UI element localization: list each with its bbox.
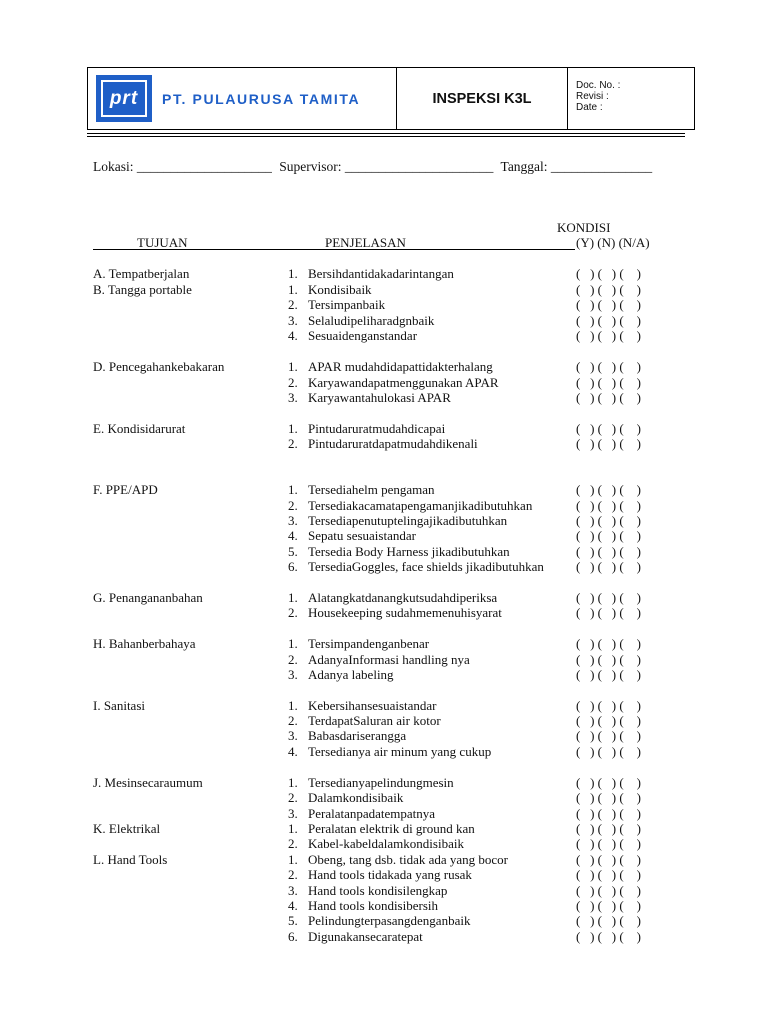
condition-checkboxes[interactable]: ( ) ( ) ( ) — [576, 482, 641, 497]
condition-checkboxes[interactable]: ( ) ( ) ( ) — [576, 698, 641, 713]
checklist-row — [0, 713, 768, 728]
item-number: 1. — [288, 636, 298, 651]
condition-checkboxes[interactable]: ( ) ( ) ( ) — [576, 605, 641, 620]
condition-checkboxes[interactable]: ( ) ( ) ( ) — [576, 436, 641, 451]
item-number: 2. — [288, 297, 298, 312]
item-number: 3. — [288, 313, 298, 328]
checklist-row — [0, 883, 768, 898]
condition-checkboxes[interactable]: ( ) ( ) ( ) — [576, 790, 641, 805]
header-divider-bottom — [87, 136, 685, 137]
item-number: 2. — [288, 867, 298, 882]
item-number: 1. — [288, 821, 298, 836]
item-text: Dalamkondisibaik — [308, 790, 404, 805]
item-number: 1. — [288, 282, 298, 297]
logo-text: prt — [101, 80, 147, 117]
condition-checkboxes[interactable]: ( ) ( ) ( ) — [576, 328, 641, 343]
tujuan-heading: TUJUAN — [137, 235, 188, 250]
item-number: 5. — [288, 544, 298, 559]
condition-checkboxes[interactable]: ( ) ( ) ( ) — [576, 898, 641, 913]
section-label: B. Tangga portable — [93, 282, 192, 297]
item-text: Alatangkatdanangkutsudahdiperiksa — [308, 590, 498, 605]
checklist-row — [0, 421, 768, 436]
checklist-row — [0, 605, 768, 620]
item-text: APAR mudahdidapattidakterhalang — [308, 359, 493, 374]
item-text: Kondisibaik — [308, 282, 372, 297]
doc-no-label: Doc. No. : — [576, 80, 621, 91]
checklist-row — [0, 929, 768, 944]
item-text: Hand tools kondisibersih — [308, 898, 438, 913]
section-label: J. Mesinsecaraumum — [93, 775, 203, 790]
condition-checkboxes[interactable]: ( ) ( ) ( ) — [576, 544, 641, 559]
condition-checkboxes[interactable]: ( ) ( ) ( ) — [576, 713, 641, 728]
item-text: AdanyaInformasi handling nya — [308, 652, 470, 667]
condition-checkboxes[interactable]: ( ) ( ) ( ) — [576, 559, 641, 574]
item-number: 3. — [288, 728, 298, 743]
condition-checkboxes[interactable]: ( ) ( ) ( ) — [576, 806, 641, 821]
checklist-row — [0, 652, 768, 667]
checklist-row — [0, 775, 768, 790]
condition-checkboxes[interactable]: ( ) ( ) ( ) — [576, 775, 641, 790]
item-number: 2. — [288, 498, 298, 513]
item-number: 3. — [288, 806, 298, 821]
checklist-row — [0, 559, 768, 574]
checklist-row — [0, 590, 768, 605]
condition-checkboxes[interactable]: ( ) ( ) ( ) — [576, 867, 641, 882]
item-number: 1. — [288, 852, 298, 867]
condition-checkboxes[interactable]: ( ) ( ) ( ) — [576, 636, 641, 651]
item-number: 4. — [288, 328, 298, 343]
item-number: 1. — [288, 482, 298, 497]
condition-checkboxes[interactable]: ( ) ( ) ( ) — [576, 359, 641, 374]
item-text: Tersedianyapelindungmesin — [308, 775, 454, 790]
item-text: Karyawantahulokasi APAR — [308, 390, 451, 405]
condition-checkboxes[interactable]: ( ) ( ) ( ) — [576, 266, 641, 281]
item-number: 6. — [288, 929, 298, 944]
item-text: TerdapatSaluran air kotor — [308, 713, 441, 728]
item-text: Sepatu sesuaistandar — [308, 528, 416, 543]
checklist-row — [0, 513, 768, 528]
checklist-row — [0, 390, 768, 405]
penjelasan-heading: PENJELASAN — [325, 235, 406, 250]
item-text: Karyawandapatmenggunakan APAR — [308, 375, 499, 390]
item-text: Pelindungterpasangdenganbaik — [308, 913, 471, 928]
condition-checkboxes[interactable]: ( ) ( ) ( ) — [576, 513, 641, 528]
checklist-row — [0, 744, 768, 759]
condition-checkboxes[interactable]: ( ) ( ) ( ) — [576, 498, 641, 513]
date-label: Date : — [576, 102, 603, 113]
item-number: 5. — [288, 913, 298, 928]
form-title: INSPEKSI K3L — [397, 68, 568, 129]
item-number: 4. — [288, 528, 298, 543]
tanggal-field[interactable]: Tanggal: _______________ — [500, 159, 653, 174]
options-heading: (Y) (N) (N/A) — [576, 235, 650, 250]
item-number: 1. — [288, 698, 298, 713]
condition-checkboxes[interactable]: ( ) ( ) ( ) — [576, 282, 641, 297]
section-label: D. Pencegahankebakaran — [93, 359, 225, 374]
section-label: L. Hand Tools — [93, 852, 168, 867]
checklist-row — [0, 913, 768, 928]
checklist-row — [0, 328, 768, 343]
condition-checkboxes[interactable]: ( ) ( ) ( ) — [576, 728, 641, 743]
item-number: 3. — [288, 667, 298, 682]
section-label: A. Tempatberjalan — [93, 266, 190, 281]
company-cell — [88, 68, 397, 129]
heading-underline — [93, 249, 575, 250]
item-text: Hand tools tidakada yang rusak — [308, 867, 472, 882]
condition-checkboxes[interactable]: ( ) ( ) ( ) — [576, 421, 641, 436]
checklist-row — [0, 498, 768, 513]
item-number: 4. — [288, 898, 298, 913]
condition-checkboxes[interactable]: ( ) ( ) ( ) — [576, 836, 641, 851]
checklist-row — [0, 482, 768, 497]
item-number: 2. — [288, 436, 298, 451]
item-text: Peralatan elektrik di ground kan — [308, 821, 475, 836]
item-text: Bersihdantidakadarintangan — [308, 266, 454, 281]
checklist-row — [0, 528, 768, 543]
company-logo — [96, 75, 152, 122]
checklist-row — [0, 313, 768, 328]
condition-checkboxes[interactable]: ( ) ( ) ( ) — [576, 744, 641, 759]
item-text: Tersediapenutuptelingajikadibutuhkan — [308, 513, 508, 528]
header-divider-top — [87, 133, 685, 134]
checklist-row — [0, 728, 768, 743]
section-label: H. Bahanberbahaya — [93, 636, 196, 651]
condition-checkboxes[interactable]: ( ) ( ) ( ) — [576, 929, 641, 944]
checklist-row — [0, 636, 768, 651]
item-number: 1. — [288, 775, 298, 790]
checklist-row — [0, 698, 768, 713]
item-number: 1. — [288, 359, 298, 374]
item-text: Tersimpandenganbenar — [308, 636, 430, 651]
checklist-row — [0, 436, 768, 451]
item-text: Peralatanpadatempatnya — [308, 806, 436, 821]
checklist-row — [0, 898, 768, 913]
condition-checkboxes[interactable]: ( ) ( ) ( ) — [576, 390, 641, 405]
checklist-row — [0, 544, 768, 559]
section-label: I. Sanitasi — [93, 698, 145, 713]
condition-checkboxes[interactable]: ( ) ( ) ( ) — [576, 821, 641, 836]
item-number: 4. — [288, 744, 298, 759]
item-text: Babasdariserangga — [308, 728, 407, 743]
item-text: Adanya labeling — [308, 667, 394, 682]
item-text: Tersediakacamatapengamanjikadibutuhkan — [308, 498, 533, 513]
lokasi-field[interactable]: Lokasi: ____________________ — [93, 159, 272, 174]
item-number: 2. — [288, 375, 298, 390]
item-number: 2. — [288, 652, 298, 667]
company-name: PT. PULAURUSA TAMITA — [162, 90, 361, 107]
checklist-row — [0, 266, 768, 281]
item-text: Sesuaidenganstandar — [308, 328, 418, 343]
revisi-label: Revisi : — [576, 91, 609, 102]
condition-checkboxes[interactable]: ( ) ( ) ( ) — [576, 652, 641, 667]
condition-checkboxes[interactable]: ( ) ( ) ( ) — [576, 667, 641, 682]
condition-checkboxes[interactable]: ( ) ( ) ( ) — [576, 528, 641, 543]
item-number: 3. — [288, 390, 298, 405]
item-text: Tersediahelm pengaman — [308, 482, 435, 497]
item-number: 3. — [288, 883, 298, 898]
item-text: Housekeeping sudahmemenuhisyarat — [308, 605, 502, 620]
checklist-row — [0, 821, 768, 836]
item-text: Kabel-kabeldalamkondisibaik — [308, 836, 464, 851]
item-number: 6. — [288, 559, 298, 574]
checklist-row — [0, 790, 768, 805]
item-number: 2. — [288, 790, 298, 805]
checklist-row — [0, 806, 768, 821]
checklist-row — [0, 852, 768, 867]
info-line — [93, 159, 656, 175]
item-text: TersediaGoggles, face shields jikadibutuhkan — [308, 559, 544, 574]
condition-checkboxes[interactable]: ( ) ( ) ( ) — [576, 375, 641, 390]
condition-checkboxes[interactable]: ( ) ( ) ( ) — [576, 883, 641, 898]
checklist-row — [0, 297, 768, 312]
item-number: 2. — [288, 713, 298, 728]
condition-checkboxes[interactable]: ( ) ( ) ( ) — [576, 313, 641, 328]
condition-checkboxes[interactable]: ( ) ( ) ( ) — [576, 590, 641, 605]
section-label: G. Penangananbahan — [93, 590, 203, 605]
item-number: 1. — [288, 266, 298, 281]
checklist-row — [0, 375, 768, 390]
item-text: Pintudaruratmudahdicapai — [308, 421, 446, 436]
checklist-row — [0, 359, 768, 374]
condition-checkboxes[interactable]: ( ) ( ) ( ) — [576, 913, 641, 928]
item-number: 2. — [288, 836, 298, 851]
section-label: E. Kondisidarurat — [93, 421, 186, 436]
doc-meta — [568, 68, 694, 129]
checklist-row — [0, 867, 768, 882]
item-number: 1. — [288, 421, 298, 436]
item-text: Obeng, tang dsb. tidak ada yang bocor — [308, 852, 509, 867]
item-text: Tersedianya air minum yang cukup — [308, 744, 492, 759]
item-number: 1. — [288, 590, 298, 605]
item-text: Hand tools kondisilengkap — [308, 883, 448, 898]
item-number: 3. — [288, 513, 298, 528]
item-text: Tersedia Body Harness jikadibutuhkan — [308, 544, 510, 559]
item-text: Digunakansecaratepat — [308, 929, 423, 944]
item-number: 2. — [288, 605, 298, 620]
item-text: Selaludipeliharadgnbaik — [308, 313, 435, 328]
item-text: Tersimpanbaik — [308, 297, 386, 312]
supervisor-field[interactable]: Supervisor: ______________________ — [279, 159, 494, 174]
kondisi-heading: KONDISI — [557, 220, 611, 235]
checklist-row — [0, 667, 768, 682]
item-text: Kebersihansesuaistandar — [308, 698, 437, 713]
checklist-row — [0, 836, 768, 851]
document-header — [87, 67, 695, 130]
item-text: Pintudaruratdapatmudahdikenali — [308, 436, 478, 451]
section-label: F. PPE/APD — [93, 482, 158, 497]
condition-checkboxes[interactable]: ( ) ( ) ( ) — [576, 297, 641, 312]
condition-checkboxes[interactable]: ( ) ( ) ( ) — [576, 852, 641, 867]
section-label: K. Elektrikal — [93, 821, 161, 836]
checklist-row — [0, 282, 768, 297]
